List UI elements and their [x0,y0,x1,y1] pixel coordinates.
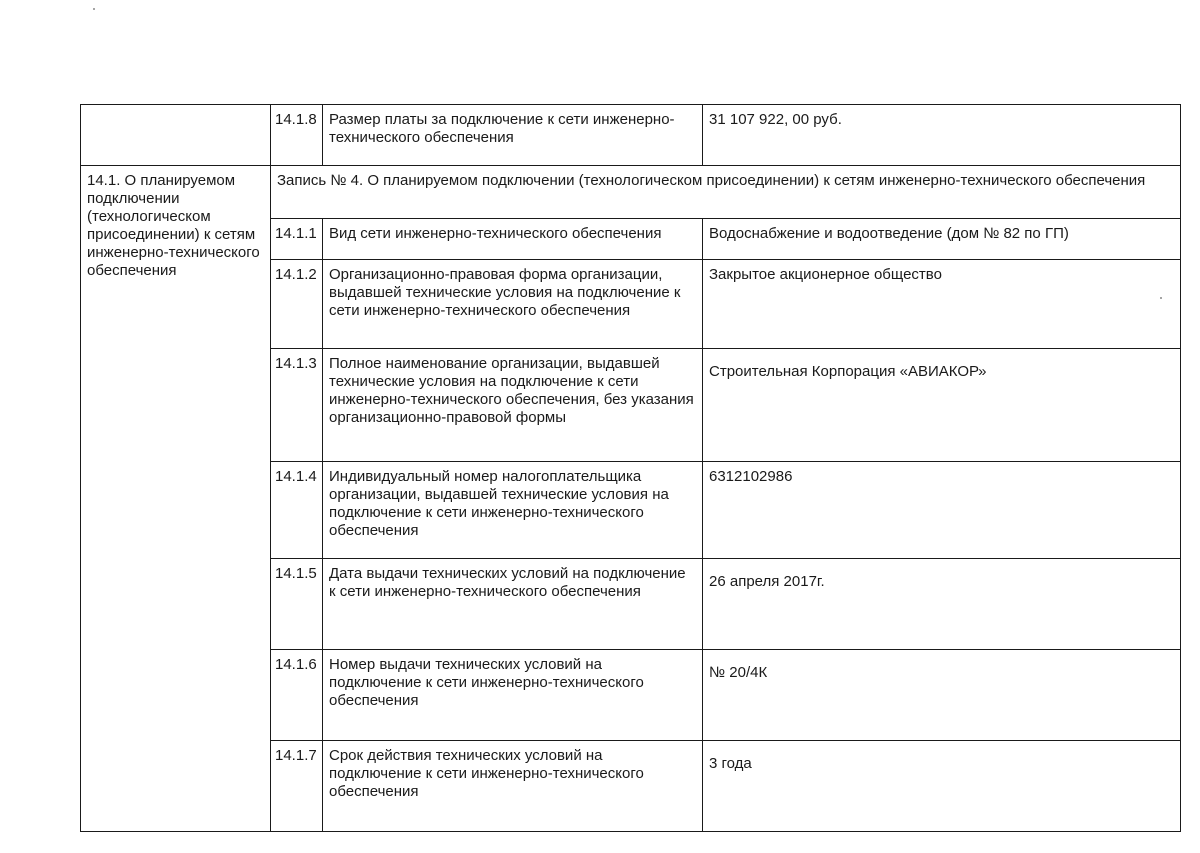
row-value: 31 107 922, 00 руб. [703,105,1181,166]
row-number: 14.1.4 [271,462,323,559]
row-number: 14.1.3 [271,349,323,462]
row-number: 14.1.2 [271,260,323,349]
row-number: 14.1.1 [271,219,323,260]
row-number: 14.1.7 [271,741,323,832]
row-number: 14.1.6 [271,650,323,741]
record-header: Запись № 4. О планируемом подключении (технологическом присоединении) к сетям инженерно-технического обеспечения [271,166,1181,219]
scan-speck [93,8,95,10]
row-value: Строительная Корпорация «АВИАКОР» [703,349,1181,462]
row-value: 3 года [703,741,1181,832]
connection-info-table [80,104,1181,832]
empty-section-cell [81,105,271,166]
row-value: Водоснабжение и водоотведение (дом № 82 по ГП) [703,219,1181,260]
row-value: № 20/4К [703,650,1181,741]
row-label: Полное наименование организации, выдавшей технические условия на подключение к сети инженерно-технического обеспечения, без указания организационно-правовой формы [323,349,703,462]
row-number: 14.1.8 [271,105,323,166]
section-title: 14.1. О планируемом подключении (технологическом присоединении) к сетям инженерно-технического обеспечения [81,166,271,832]
row-label: Номер выдачи технических условий на подключение к сети инженерно-технического обеспечения [323,650,703,741]
fee-row [81,105,1181,166]
row-number: 14.1.5 [271,559,323,650]
row-value: 6312102986 [703,462,1181,559]
row-label: Вид сети инженерно-технического обеспечения [323,219,703,260]
row-value: Закрытое акционерное общество [703,260,1181,349]
row-value: 26 апреля 2017г. [703,559,1181,650]
row-label: Размер платы за подключение к сети инженерно-технического обеспечения [323,105,703,166]
row-label: Срок действия технических условий на подключение к сети инженерно-технического обеспечения [323,741,703,832]
record-header-row [81,166,1181,219]
row-label: Индивидуальный номер налогоплательщика организации, выдавшей технические условия на подключение к сети инженерно-технического обеспечения [323,462,703,559]
row-label: Дата выдачи технических условий на подключение к сети инженерно-технического обеспечения [323,559,703,650]
row-label: Организационно-правовая форма организации, выдавшей технические условия на подключение к сети инженерно-технического обеспечения [323,260,703,349]
